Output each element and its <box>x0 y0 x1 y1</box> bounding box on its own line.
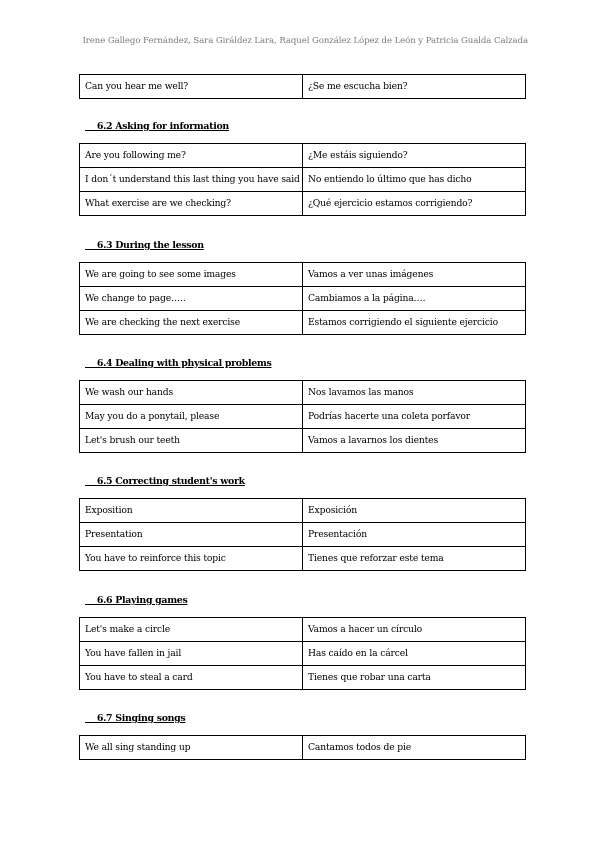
english-phrase: You have fallen in jail <box>80 642 303 666</box>
page-header-authors: Irene Gallego Fernández, Sara Giráldez Lara, Raquel González López de León y Patricia Gualda Calzada <box>82 36 528 46</box>
table-row <box>80 429 526 453</box>
phrase-table-playing-games <box>79 617 526 690</box>
english-phrase: Exposition <box>80 499 303 523</box>
table-row <box>80 311 526 335</box>
phrase-table-top <box>79 74 526 99</box>
table-row <box>80 168 526 192</box>
spanish-phrase: Vamos a hacer un círculo <box>303 618 526 642</box>
english-phrase: We change to page….. <box>80 287 303 311</box>
english-phrase: I don´t understand this last thing you have said <box>80 168 303 192</box>
table-row <box>80 144 526 168</box>
table-row <box>80 75 526 99</box>
spanish-phrase: Vamos a lavarnos los dientes <box>303 429 526 453</box>
phrase-table-physical-problems <box>79 380 526 453</box>
english-phrase: Let's brush our teeth <box>80 429 303 453</box>
table-row <box>80 666 526 690</box>
phrase-table-during-lesson <box>79 262 526 335</box>
phrase-table-singing-songs <box>79 735 526 760</box>
phrase-table-correcting-work <box>79 498 526 571</box>
spanish-phrase: Cambiamos a la página…. <box>303 287 526 311</box>
english-phrase: We are checking the next exercise <box>80 311 303 335</box>
english-phrase: Presentation <box>80 523 303 547</box>
spanish-phrase: No entiendo lo último que has dicho <box>303 168 526 192</box>
spanish-phrase: Tienes que robar una carta <box>303 666 526 690</box>
english-phrase: May you do a ponytail, please <box>80 405 303 429</box>
spanish-phrase: Vamos a ver unas imágenes <box>303 263 526 287</box>
spanish-phrase: Has caído en la cárcel <box>303 642 526 666</box>
table-row <box>80 499 526 523</box>
english-phrase: What exercise are we checking? <box>80 192 303 216</box>
phrase-table-asking-information <box>79 143 526 216</box>
table-row <box>80 736 526 760</box>
english-phrase: We all sing standing up <box>80 736 303 760</box>
spanish-phrase: ¿Me estáis siguiendo? <box>303 144 526 168</box>
spanish-phrase: Podrías hacerte una coleta porfavor <box>303 405 526 429</box>
english-phrase: We wash our hands <box>80 381 303 405</box>
spanish-phrase: Cantamos todos de pie <box>303 736 526 760</box>
spanish-phrase: ¿Qué ejercicio estamos corrigiendo? <box>303 192 526 216</box>
spanish-phrase: Tienes que reforzar este tema <box>303 547 526 571</box>
table-row <box>80 547 526 571</box>
english-phrase: Can you hear me well? <box>80 75 303 99</box>
table-row <box>80 287 526 311</box>
section-title-correcting-work: 6.5 Correcting student's work <box>85 476 245 487</box>
table-row <box>80 405 526 429</box>
spanish-phrase: Presentación <box>303 523 526 547</box>
spanish-phrase: Estamos corrigiendo el siguiente ejercicio <box>303 311 526 335</box>
spanish-phrase: Exposición <box>303 499 526 523</box>
section-title-asking-information: 6.2 Asking for information <box>85 121 229 132</box>
section-title-singing-songs: 6.7 Singing songs <box>85 713 186 724</box>
spanish-phrase: Nos lavamos las manos <box>303 381 526 405</box>
table-row <box>80 642 526 666</box>
english-phrase: Let's make a circle <box>80 618 303 642</box>
english-phrase: We are going to see some images <box>80 263 303 287</box>
section-title-physical-problems: 6.4 Dealing with physical problems <box>85 358 272 369</box>
spanish-phrase: ¿Se me escucha bien? <box>303 75 526 99</box>
table-row <box>80 192 526 216</box>
table-row <box>80 381 526 405</box>
english-phrase: You have to steal a card <box>80 666 303 690</box>
section-title-playing-games: 6.6 Playing games <box>85 595 188 606</box>
english-phrase: Are you following me? <box>80 144 303 168</box>
english-phrase: You have to reinforce this topic <box>80 547 303 571</box>
table-row <box>80 618 526 642</box>
table-row <box>80 523 526 547</box>
section-title-during-lesson: 6.3 During the lesson <box>85 240 204 251</box>
table-row <box>80 263 526 287</box>
